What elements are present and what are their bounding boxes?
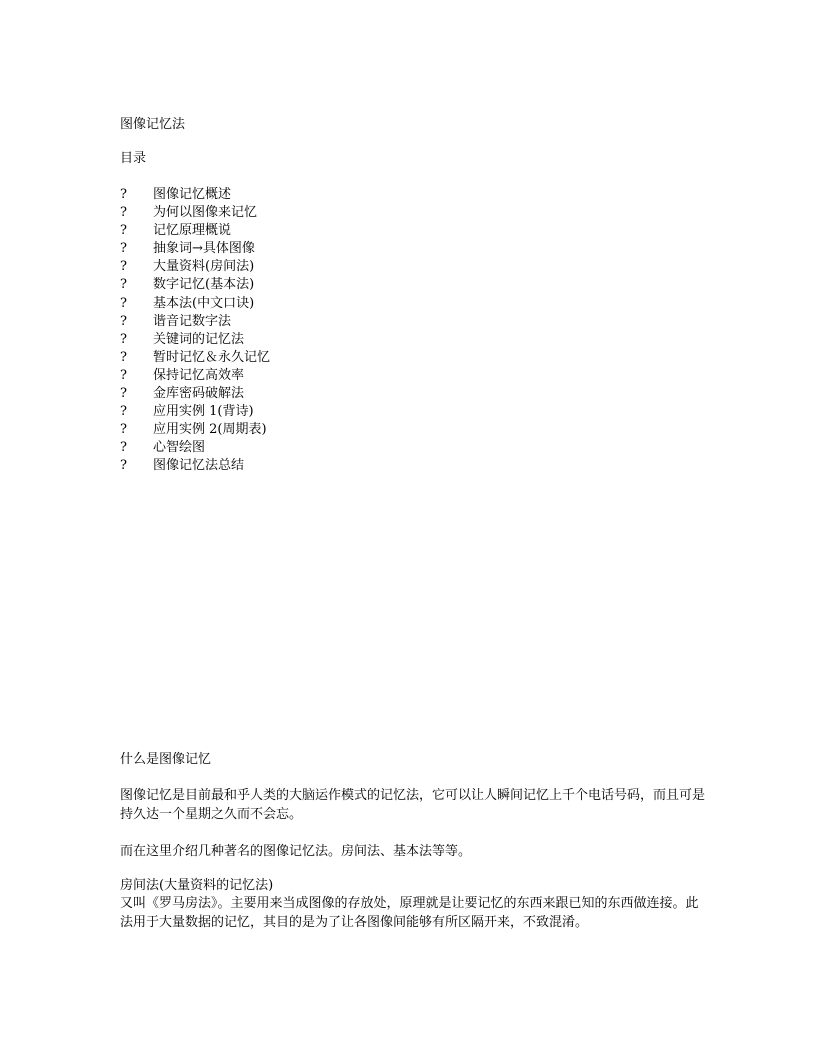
toc-item [120, 276, 270, 294]
toc-item [120, 186, 270, 204]
toc-item [120, 349, 270, 367]
toc-item-label: 记忆原理概说 [153, 223, 232, 239]
section-title: 什么是图像记忆 [120, 752, 212, 767]
toc-item [120, 403, 270, 421]
room-method-paragraph: 又叫《罗马房法》。主要用来当成图像的存放处，原理就是让要记忆的东西来跟已知的东西做连接。此法用于大量数据的记忆，其目的是为了让各图像间能够有所区隔开来，不致混淆。 [120, 896, 699, 930]
toc-item-label: 心智绘图 [153, 440, 206, 456]
toc-item-label: 大量资料(房间法) [153, 259, 255, 275]
toc-item-label: 抽象词→具体图像 [153, 241, 255, 257]
toc-item-label: 金库密码破解法 [153, 386, 245, 402]
toc-item [120, 439, 270, 457]
toc-bullet: ? [120, 386, 127, 402]
toc-bullet: ? [120, 277, 127, 293]
toc-item-label: 图像记忆概述 [153, 187, 232, 202]
toc-item-label: 应用实例 1(背诗) [153, 404, 254, 420]
toc-bullet: ? [120, 367, 127, 383]
toc-bullet: ? [120, 313, 127, 329]
toc-bullet: ? [120, 458, 127, 474]
toc-item [120, 240, 270, 258]
methods-paragraph: 而在这里介绍几种著名的图像记忆法。房间法、基本法等等。 [120, 844, 472, 859]
toc-bullet: ? [120, 187, 127, 202]
toc-item-label: 谐音记数字法 [153, 313, 232, 329]
toc-bullet: ? [120, 404, 127, 420]
toc-item [120, 204, 270, 222]
toc-bullet: ? [120, 241, 127, 257]
toc-item [120, 331, 270, 349]
toc-bullet: ? [120, 259, 127, 275]
toc-bullet: ? [120, 440, 127, 456]
intro-paragraph: 图像记忆是目前最和乎人类的大脑运作模式的记忆法，它可以让人瞬间记忆上千个电话号码，而且可是持久达一个星期之久而不会忘。 [120, 788, 706, 822]
toc-item-label: 应用实例 2(周期表) [153, 422, 267, 438]
sub-heading: 房间法(大量资料的记忆法) [120, 878, 274, 893]
toc-heading: 目录 [120, 151, 147, 166]
toc-item [120, 313, 270, 331]
toc-item-label: 保持记忆高效率 [153, 367, 245, 383]
toc-item-label: 基本法(中文口诀) [153, 295, 255, 311]
toc-bullet: ? [120, 331, 127, 347]
toc-bullet: ? [120, 349, 127, 365]
toc-item [120, 258, 270, 276]
toc-item [120, 367, 270, 385]
toc-item-label: 关键词的记忆法 [153, 331, 245, 347]
toc-bullet: ? [120, 223, 127, 239]
document-title: 图像记忆法 [120, 117, 186, 132]
toc-item [120, 222, 270, 240]
toc-bullet: ? [120, 422, 127, 438]
toc-item [120, 295, 270, 313]
toc-bullet: ? [120, 295, 127, 311]
toc-item-label: 数字记忆(基本法) [153, 277, 255, 293]
toc-item [120, 421, 270, 439]
toc-bullet: ? [120, 205, 127, 221]
table-of-contents [120, 186, 270, 476]
toc-item [120, 457, 270, 475]
toc-item-label: 暂时记忆＆永久记忆 [153, 349, 271, 365]
toc-item [120, 385, 270, 403]
toc-item-label: 为何以图像来记忆 [153, 205, 258, 221]
toc-item-label: 图像记忆法总结 [153, 458, 245, 474]
